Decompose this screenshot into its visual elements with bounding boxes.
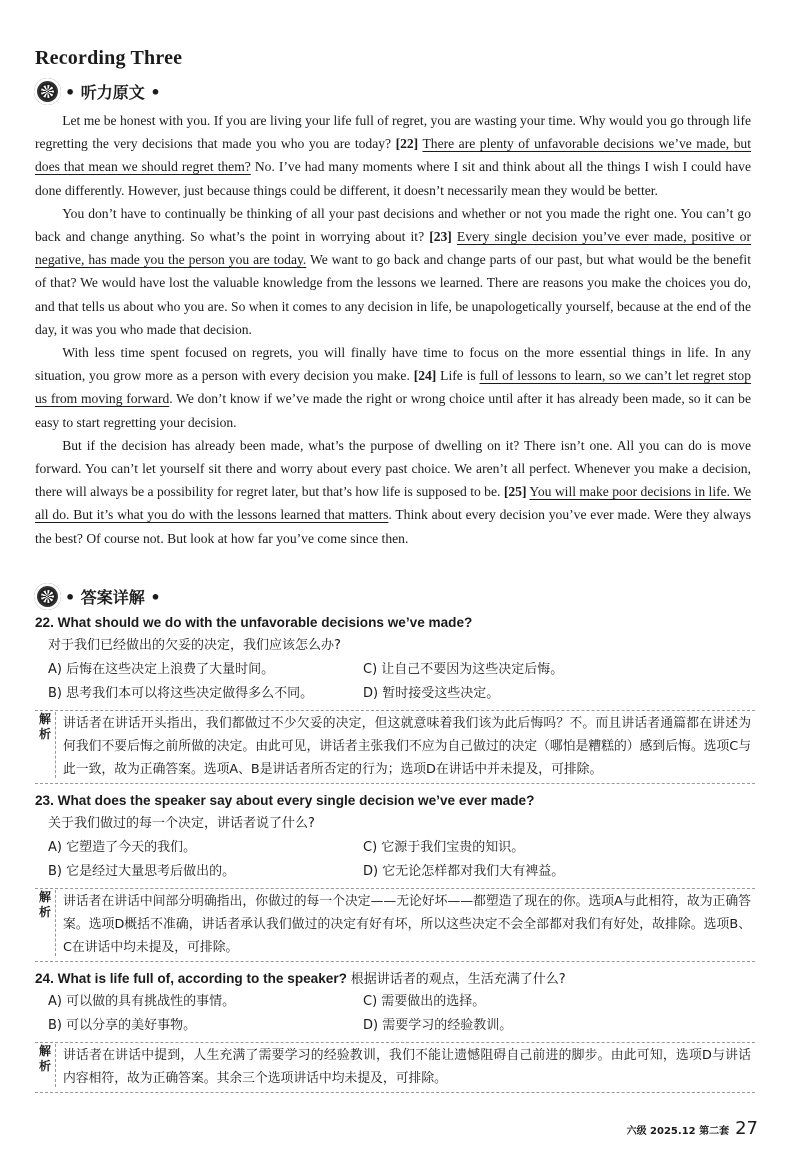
transcript-text: . We don’t know if we’ve made the right or wrong choice until after it has already been made, so it can be easy to start regretting your decision. bbox=[35, 391, 751, 430]
option-d: D) 需要学习的经验教训。 bbox=[363, 1018, 513, 1033]
option-b: B) 它是经过大量思考后做出的。 bbox=[48, 864, 236, 879]
option-c: C) 需要做出的选择。 bbox=[363, 994, 486, 1009]
recording-title: Recording Three bbox=[35, 47, 183, 69]
transcript-paragraph bbox=[35, 109, 751, 202]
option-c: C) 它源于我们宝贵的知识。 bbox=[363, 840, 525, 855]
option-b: B) 思考我们本可以将这些决定做得多么不同。 bbox=[48, 686, 314, 701]
question-marker: [24] bbox=[413, 368, 437, 384]
transcript-passage bbox=[35, 109, 751, 550]
transcript-text: . Think about every decision you’ve ever made. Were they always the best? Of course not. But look at how far you’ve come since then. bbox=[35, 507, 751, 546]
answer-underline-text: full of lessons to learn, so we can’t let regret stop us from moving forward bbox=[35, 368, 751, 407]
transcript-section-label: • 听力原文 • bbox=[65, 83, 161, 102]
analysis-text: 讲话者在讲话中提到，人生充满了需要学习的经验教训，我们不能让遗憾阻碍自己前进的脚步。由此可知，选项D与讲话内容相符，故为正确答案。其余三个选项讲话中均未提及，可排除。 bbox=[63, 1048, 751, 1086]
option-a: A) 它塑造了今天的我们。 bbox=[48, 840, 197, 855]
question-title-en: 24. What is life full of, according to the speaker? bbox=[35, 971, 347, 986]
transcript-paragraph bbox=[35, 202, 751, 341]
page-footer bbox=[627, 1118, 758, 1139]
question-translation: 对于我们已经做出的欠妥的决定，我们应该怎么办? bbox=[48, 638, 341, 653]
question-marker: [22] bbox=[395, 136, 419, 152]
analysis-tag: 解析 bbox=[35, 1044, 56, 1087]
answers-section-label: • 答案详解 • bbox=[65, 588, 161, 607]
option-d: D) 它无论怎样都对我们大有裨益。 bbox=[363, 864, 565, 879]
question-options bbox=[35, 836, 755, 884]
analysis-text: 讲话者在讲话开头指出，我们都做过不少欠妥的决定，但这就意味着我们该为此后悔吗？不。而且讲话者通篇都在讲述为何我们不要后悔之前所做的决定。由此可见，讲话者主张我们不应为自己做过的决定（哪怕是糟糕的）感到后悔。选项C与此一致，故为正确答案。选项A、B是讲话者所否定的行为；选项D在讲话中并未提及，可排除。 bbox=[63, 716, 751, 777]
question-title bbox=[35, 968, 755, 990]
analysis-tag: 解析 bbox=[35, 890, 56, 956]
transcript-text: Let me be honest with you. If you are living your life full of regret, you are wasting your time. Why would you go through life regretting the very decisions that made you who you are today? bbox=[35, 113, 751, 152]
answer-underline-text: Every single decision you’ve ever made, positive or negative, has made you the person you are today. bbox=[35, 229, 751, 268]
question-title: 22. What should we do with the unfavorable decisions we’ve made? bbox=[35, 615, 473, 630]
transcript-text: No. I’ve had many moments where I sit and think about all the things I wish I could have done differently. However, just because things could be different, it doesn’t necessarily mean they would be better. bbox=[35, 159, 751, 198]
transcript-text: We want to go back and change parts of our past, but what would be the benefit of that? We would have lost the valuable knowledge from the lessons we learned. There are reasons you make the choices you do, and that tells us about who you are. So when it comes to any decision in life, be unapologetically yourself, because at the end of the day, it was you who made that decision. bbox=[35, 252, 751, 337]
page-number: 27 bbox=[735, 1118, 758, 1139]
question-marker: [23] bbox=[429, 229, 452, 245]
answer-underline-text: There are plenty of unfavorable decisions we’ve made, but does that mean we should regret them? bbox=[35, 136, 752, 175]
transcript-section-header bbox=[34, 78, 161, 105]
question-options bbox=[35, 990, 755, 1038]
analysis-box bbox=[35, 1042, 755, 1093]
question-translation: 关于我们做过的每一个决定，讲话者说了什么? bbox=[48, 816, 315, 831]
transcript-paragraph bbox=[35, 434, 751, 550]
answer-underline-text: You will make poor decisions in life. We all do. But it’s what you do with the lessons learned that matters bbox=[35, 484, 751, 523]
question-marker: [25] bbox=[503, 484, 527, 500]
option-b: B) 可以分享的美好事物。 bbox=[48, 1018, 197, 1033]
question-block bbox=[35, 790, 755, 962]
issue-label: 六级 2025.12 第二套 bbox=[626, 1126, 730, 1137]
transcript-paragraph bbox=[35, 341, 751, 434]
question-title: 23. What does the speaker say about every single decision we’ve ever made? bbox=[35, 793, 535, 808]
question-options bbox=[35, 658, 755, 706]
answer-badge-icon bbox=[34, 583, 61, 610]
question-block bbox=[35, 968, 755, 1093]
question-block bbox=[35, 612, 755, 784]
analysis-box bbox=[35, 888, 755, 962]
answer-explanations bbox=[35, 612, 755, 1099]
transcript-text: With less time spent focused on regrets, you will finally have time to focus on the more essential things in life. In any situation, you grow more as a person with every decision you make. bbox=[35, 345, 751, 384]
transcript-text: You don’t have to continually be thinking of all your past decisions and whether or not you made the right one. You can’t go back and change anything. So what’s the point in worrying about it? bbox=[35, 205, 751, 245]
analysis-box bbox=[35, 710, 755, 784]
transcript-text: Life is bbox=[436, 368, 480, 384]
option-a: A) 可以做的具有挑战性的事情。 bbox=[48, 994, 236, 1009]
option-d: D) 暂时接受这些决定。 bbox=[363, 686, 500, 701]
option-c: C) 让自己不要因为这些决定后悔。 bbox=[363, 662, 564, 677]
question-title-cn: 根据讲话者的观点，生活充满了什么? bbox=[350, 972, 566, 987]
transcript-text: But if the decision has already been made, what’s the purpose of dwelling on it? There isn’t one. All you can do is move forward. You can’t let yourself sit there and worry about every past choice. We aren’t all perfect. Whenever you make a decision, there will always be a possibility for regret later, but that’s how life is supposed to be. bbox=[35, 437, 751, 500]
analysis-tag: 解析 bbox=[35, 712, 56, 778]
headphones-badge-icon bbox=[34, 78, 61, 105]
analysis-text: 讲话者在讲话中间部分明确指出，你做过的每一个决定——无论好坏——都塑造了现在的你。选项A与此相符，故为正确答案。选项D概括不准确，讲话者承认我们做过的决定有好有坏，所以这些决定不会全部都对我们有好处，故排除。选项B、C在讲话中均未提及，可排除。 bbox=[63, 894, 751, 955]
option-a: A) 后悔在这些决定上浪费了大量时间。 bbox=[48, 662, 275, 677]
answers-section-header bbox=[34, 583, 161, 610]
